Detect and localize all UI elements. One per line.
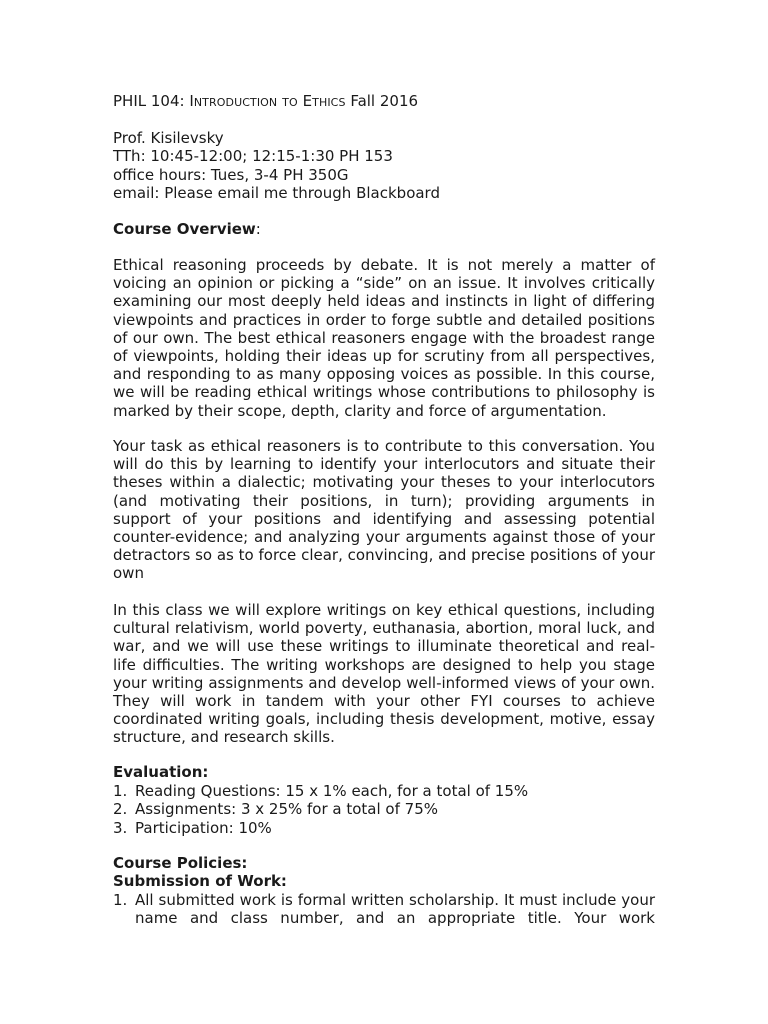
email-line: email: Please email me through Blackboard	[113, 183, 440, 202]
course-info	[113, 129, 440, 202]
list-text: Reading Questions: 15 x 1% each, for a total of 15%	[135, 782, 529, 800]
list-text: Participation: 10%	[135, 818, 272, 837]
list-item	[113, 819, 655, 837]
office-hours: office hours: Tues, 3-4 PH 350G	[113, 165, 349, 184]
list-item	[113, 891, 655, 928]
list-number: 1.	[113, 782, 128, 800]
overview-heading-colon: :	[255, 220, 261, 238]
overview-paragraph-2: Your task as ethical reasoners is to contribute to this conversation. You will do this by learning to identify your interlocutors and situate their theses within a dialectic; motivating your theses to your interlocutors (and motivating their positions, in turn); providing arguments in support of your positions and identifying and assessing potential counter-evidence; and analyzing your arguments against those of your detractors so as to force clear, convincing, and precise positions of your own	[113, 437, 655, 583]
list-text: All submitted work is formal written scholarship. It must include your name and class number, and an appropriate title. Your work	[135, 891, 655, 928]
course-title	[113, 92, 418, 110]
professor-name: Prof. Kisilevsky	[113, 129, 224, 147]
overview-heading	[113, 220, 261, 238]
list-item	[113, 800, 655, 818]
policies-heading: Course Policies:	[113, 854, 248, 872]
submission-heading: Submission of Work:	[113, 872, 287, 890]
evaluation-list	[113, 782, 655, 837]
list-text: Assignments: 3 x 25% for a total of 75%	[135, 800, 439, 819]
overview-paragraph-1: Ethical reasoning proceeds by debate. It is not merely a matter of voicing an opinion or picking a “side” on an issue. It involves critically examining our most deeply held ideas and instincts in light of differing viewpoints and practices in order to forge subtle and detailed positions of our own. The best ethical reasoners engage with the broadest range of viewpoints, holding their ideas up for scrutiny from all perspectives, and responding to as many opposing voices as possible. In this course, we will be reading ethical writings whose contributions to philosophy is marked by their scope, depth, clarity and force of argumentation.	[113, 256, 655, 420]
policies-list	[113, 891, 655, 928]
class-schedule: TTh: 10:45-12:00; 12:15-1:30 PH 153	[113, 147, 393, 166]
evaluation-heading: Evaluation:	[113, 763, 209, 781]
list-number: 2.	[113, 800, 128, 819]
course-code: PHIL 104:	[113, 92, 190, 110]
list-item	[113, 782, 655, 800]
course-term: Fall 2016	[345, 92, 419, 110]
list-number: 1.	[113, 891, 128, 909]
course-name: Introduction to Ethics	[189, 92, 346, 110]
overview-heading-text: Course Overview	[113, 220, 256, 238]
list-number: 3.	[113, 818, 128, 837]
overview-paragraph-3: In this class we will explore writings on key ethical questions, including cultural relativism, world poverty, euthanasia, abortion, moral luck, and war, and we will use these writings to illuminate theoretical and real-life difficulties. The writing workshops are designed to help you stage your writing assignments and develop well-informed views of your own. They will work in tandem with your other FYI courses to achieve coordinated writing goals, including thesis development, motive, essay structure, and research skills.	[113, 601, 655, 747]
